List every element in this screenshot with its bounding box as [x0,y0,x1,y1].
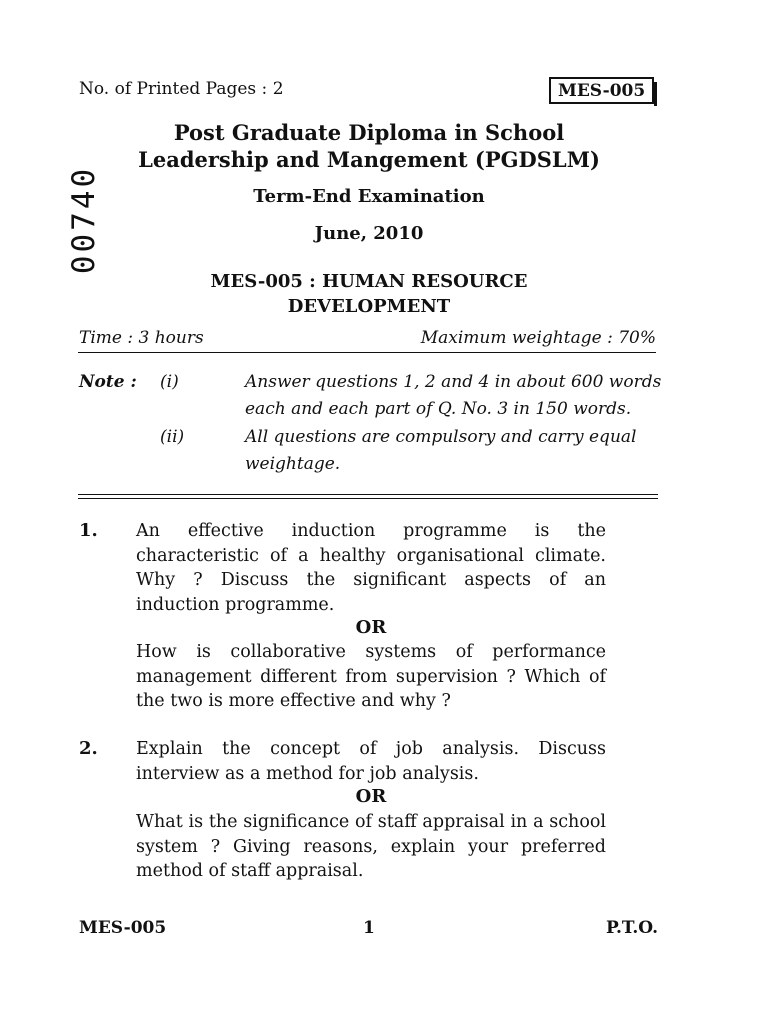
note-item-text: Answer questions 1, 2 and 4 in about 600 words each and each part of Q. No. 3 in 150 words. [245,372,662,419]
serial-number: 00740 [66,165,103,275]
subject-title-line2: DEVELOPMENT [287,296,451,317]
question-number: 2. [79,738,98,759]
divider-line [78,494,658,495]
course-code-box: MES-005 [549,77,654,104]
divider-line [78,352,656,353]
question-text: How is collaborative systems of performance management different from supervision ? Which of the two is more effective and why ? [136,642,606,711]
note-label: Note : [79,372,137,392]
footer-course-code: MES-005 [79,918,167,938]
max-weightage: Maximum weightage : 70% [420,328,656,348]
printed-pages: No. of Printed Pages : 2 [79,79,284,99]
question-text: What is the significance of staff appraisal in a school system ? Giving reasons, explain your preferred method of staff appraisal. [136,812,606,881]
or-separator: OR [355,786,387,807]
question-text: An effective induction programme is the characteristic of a healthy organisational climate. Why ? Discuss the significant aspects of an induction programme. [136,521,606,615]
note-item-number: (i) [160,372,179,392]
time-allowed: Time : 3 hours [79,328,204,348]
exam-date: June, 2010 [314,223,424,244]
divider-line [78,498,658,499]
question-number: 1. [79,520,98,541]
programme-title-line1: Post Graduate Diploma in School [173,120,565,145]
or-separator: OR [355,617,387,638]
subject-title-line1: MES-005 : HUMAN RESOURCE [210,271,528,292]
question-text: Explain the concept of job analysis. Discuss interview as a method for job analysis. [136,739,606,784]
please-turn-over: P.T.O. [606,918,658,938]
note-item-number: (ii) [160,427,185,447]
page-number: 1 [363,918,375,938]
note-item-text: All questions are compulsory and carry equal weightage. [245,427,637,474]
programme-title-line2: Leadership and Mangement (PGDSLM) [138,147,600,172]
exam-name: Term-End Examination [253,186,485,207]
